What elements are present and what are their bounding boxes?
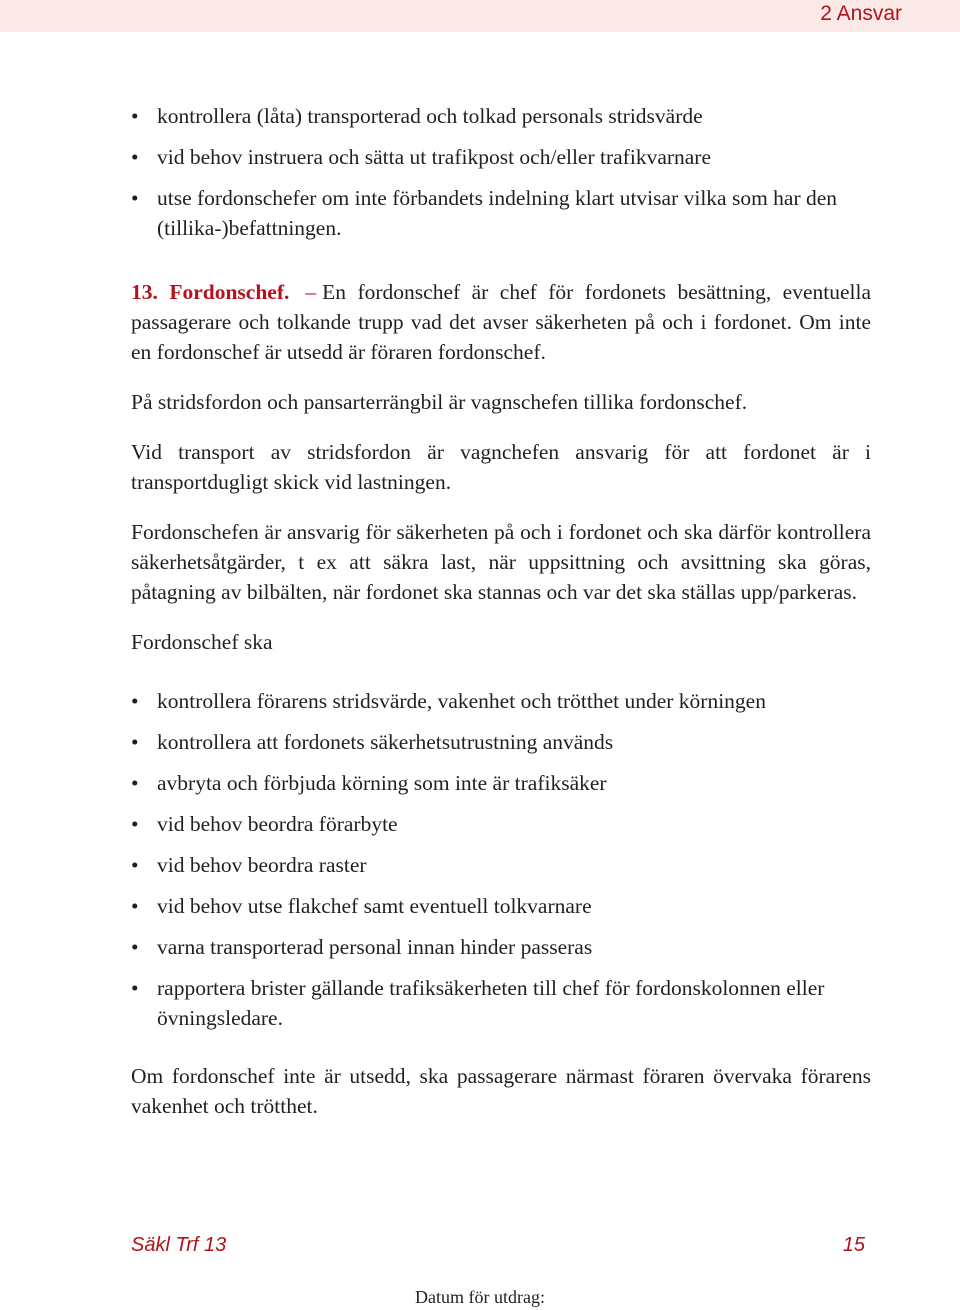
bullet-icon: • xyxy=(131,186,139,210)
section-number: 13. xyxy=(131,280,158,304)
section-title: Fordonschef. xyxy=(169,280,290,304)
section-lead-text: En fordonschef är chef för fordonets besättning, eventuella passagerare och tolkande trupp vad det avser säkerheten på och i fordonet. Om inte en fordonschef är utsedd är föraren fordonschef. xyxy=(131,280,872,364)
header-band xyxy=(0,0,960,32)
bullet-icon: • xyxy=(131,853,139,877)
print-date-label: Datum för utdrag: xyxy=(415,1287,545,1307)
body-paragraph: Vid transport av stridsfordon är vagnchefen ansvarig för att fordonet är i transportdugligt skick vid lastningen. xyxy=(131,440,871,494)
bullet-icon: • xyxy=(131,812,139,836)
bullet-icon: • xyxy=(131,935,139,959)
footer-page-number: 15 xyxy=(842,1234,865,1256)
list-lead-paragraph: Fordonschef ska xyxy=(131,630,273,654)
body-paragraph: Fordonschefen är ansvarig för säkerheten på och i fordonet och ska därför kontrollera säkerhetsåtgärder, t ex att säkra last, när uppsittning och avsittning ska göras, påtagning av bilbälten, när fordonet ska stannas och var det ska ställas upp/parkeras. xyxy=(131,520,871,604)
list-item: • kontrollera (låta) transporterad och tolkad personals stridsvärde xyxy=(131,101,871,131)
closing-paragraph: Om fordonschef inte är utsedd, ska passagerare närmast föraren övervaka förarens vakenhet och trötthet. xyxy=(131,1064,871,1118)
section-dash: – xyxy=(305,280,317,304)
footer-document-id: Säkl Trf 13 xyxy=(131,1234,227,1256)
list-item: • kontrollera att fordonets säkerhetsutrustning används xyxy=(131,727,871,757)
duties-bullet-list xyxy=(131,686,871,1033)
bullet-icon: • xyxy=(131,894,139,918)
list-item: • utse fordonschefer om inte förbandets indelning klart utvisar vilka som har den (tillika-)befattningen. xyxy=(131,183,871,243)
list-item: • rapportera brister gällande trafiksäkerheten till chef för fordonskolonnen eller övningsledare. xyxy=(131,973,871,1033)
bullet-icon: • xyxy=(131,145,139,169)
intro-bullet-list xyxy=(131,101,871,243)
bullet-icon: • xyxy=(131,730,139,754)
list-item: • vid behov beordra raster xyxy=(131,850,871,880)
list-item: • vid behov utse flakchef samt eventuell tolkvarnare xyxy=(131,891,871,921)
bullet-icon: • xyxy=(131,104,139,128)
section-heading-paragraph xyxy=(131,277,871,367)
body-paragraph: På stridsfordon och pansarterrängbil är vagnschefen tillika fordonschef. xyxy=(131,390,748,414)
list-item: • vid behov instruera och sätta ut trafikpost och/eller trafikvarnare xyxy=(131,142,871,172)
bullet-icon: • xyxy=(131,771,139,795)
bullet-icon: • xyxy=(131,689,139,713)
list-item: • varna transporterad personal innan hinder passeras xyxy=(131,932,871,962)
list-item: • avbryta och förbjuda körning som inte är trafiksäker xyxy=(131,768,871,798)
chapter-label: 2 Ansvar xyxy=(820,2,902,25)
bullet-icon: • xyxy=(131,976,139,1000)
page-content xyxy=(131,101,871,1141)
list-item: • vid behov beordra förarbyte xyxy=(131,809,871,839)
list-item: • kontrollera förarens stridsvärde, vakenhet och trötthet under körningen xyxy=(131,686,871,716)
